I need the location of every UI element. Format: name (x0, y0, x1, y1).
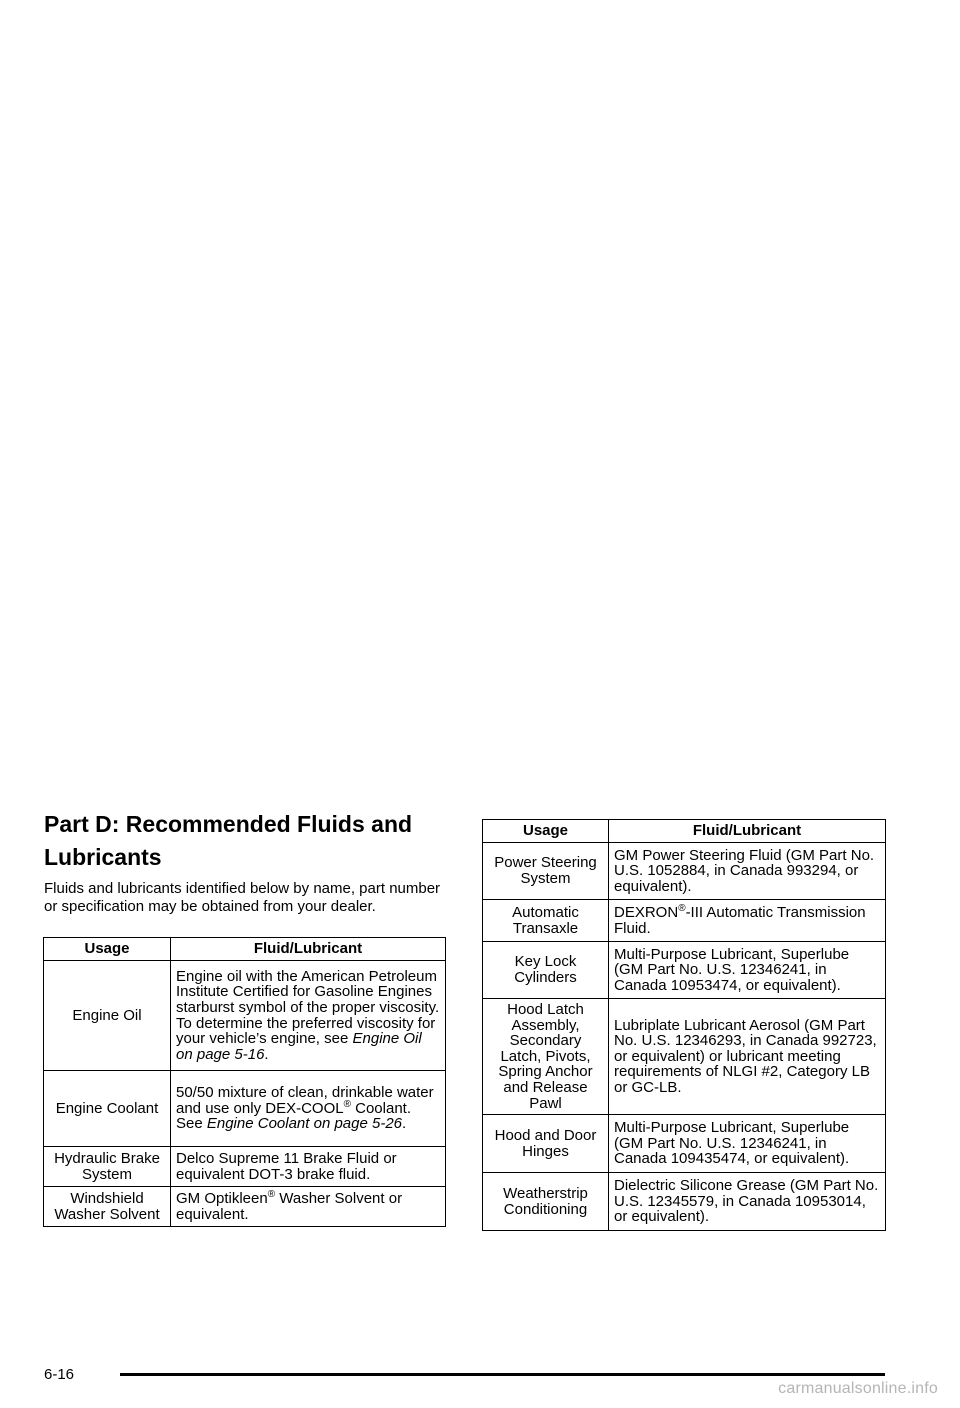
footer-rule (120, 1373, 885, 1376)
table-row (483, 843, 886, 900)
usage-cell: Engine Oil (44, 961, 171, 1071)
usage-cell: Hood Latch Assembly, Secondary Latch, Pivots, Spring Anchor and Release Pawl (483, 999, 609, 1115)
registered-mark: ® (678, 902, 686, 914)
usage-cell: Hood and Door Hinges (483, 1115, 609, 1173)
fluid-text: 50/50 mixture of clean, drinkable water and use only DEX-COOL (176, 1084, 434, 1117)
fluid-text-tail: . (402, 1115, 407, 1133)
usage-cell: Key Lock Cylinders (483, 942, 609, 999)
usage-cell: Power Steering System (483, 843, 609, 900)
watermark-text: carmanualsonline.info (778, 1380, 938, 1397)
fluid-text: Washer Solvent or equivalent. (176, 1189, 403, 1223)
fluid-column-header: Fluid/Lubricant (171, 938, 446, 961)
table-row (483, 942, 886, 999)
table-row (44, 1071, 446, 1147)
page-number: 6-16 (44, 1366, 75, 1383)
usage-cell: Hydraulic Brake System (44, 1147, 171, 1187)
table-row (44, 1187, 446, 1227)
fluids-table-right (482, 819, 886, 1231)
fluid-cell (609, 900, 886, 942)
fluid-cell (171, 1071, 446, 1147)
fluid-text: DEXRON (614, 903, 679, 921)
page-reference-link[interactable]: Engine Coolant on page 5-26 (206, 1115, 403, 1133)
table-row (483, 900, 886, 942)
usage-column-header: Usage (44, 938, 171, 961)
fluid-cell (171, 961, 446, 1071)
section-heading: Part D: Recommended Fluids and Lubricants (44, 811, 413, 870)
usage-cell: Automatic Transaxle (483, 900, 609, 942)
fluid-cell: Lubriplate Lubricant Aerosol (GM Part No. U.S. 12346293, in Canada 992723, or equivalent) or lubricant meeting requirements of NLGI #2, Category LB or GC-LB. (609, 999, 886, 1115)
fluid-cell: Dielectric Silicone Grease (GM Part No. U.S. 12345579, in Canada 10953014, or equivalent). (609, 1173, 886, 1231)
usage-cell: Weatherstrip Conditioning (483, 1173, 609, 1231)
table-row (483, 1173, 886, 1231)
fluid-cell: Multi-Purpose Lubricant, Superlube (GM Part No. U.S. 12346241, in Canada 10953474, or equivalent). (609, 942, 886, 999)
fluid-text: Coolant. See (176, 1099, 411, 1133)
table-row (483, 999, 886, 1115)
fluid-cell (171, 1187, 446, 1227)
fluids-table-left (43, 937, 446, 1227)
usage-cell: Windshield Washer Solvent (44, 1187, 171, 1227)
usage-cell: Engine Coolant (44, 1071, 171, 1147)
table-row (44, 1147, 446, 1187)
fluid-text: -III Automatic Transmission Fluid. (614, 903, 866, 937)
registered-mark: ® (267, 1188, 276, 1200)
fluid-text-tail: . (264, 1045, 269, 1063)
fluid-cell: Delco Supreme 11 Brake Fluid or equivalent DOT-3 brake fluid. (171, 1147, 446, 1187)
fluid-column-header: Fluid/Lubricant (609, 820, 886, 843)
page-reference-link[interactable]: Engine Oil on page 5-16 (176, 1030, 422, 1063)
usage-column-header: Usage (483, 820, 609, 843)
table-row (44, 961, 446, 1071)
fluid-text: Engine oil with the American Petroleum Institute Certified for Gasoline Engines starburst symbol of the proper viscosity. To determine the preferred viscosity for your vehicle’s engine, see (176, 967, 440, 1048)
table-header-row (44, 938, 446, 961)
fluid-cell: GM Power Steering Fluid (GM Part No. U.S. 1052884, in Canada 993294, or equivalent). (609, 843, 886, 900)
table-header-row (483, 820, 886, 843)
intro-paragraph: Fluids and lubricants identified below by name, part number or specification may be obtained from your dealer. (44, 880, 441, 915)
registered-mark: ® (343, 1098, 351, 1110)
fluid-text: GM Optikleen (176, 1189, 268, 1207)
table-row (483, 1115, 886, 1173)
fluid-cell: Multi-Purpose Lubricant, Superlube (GM Part No. U.S. 12346241, in Canada 109435474, or equivalent). (609, 1115, 886, 1173)
